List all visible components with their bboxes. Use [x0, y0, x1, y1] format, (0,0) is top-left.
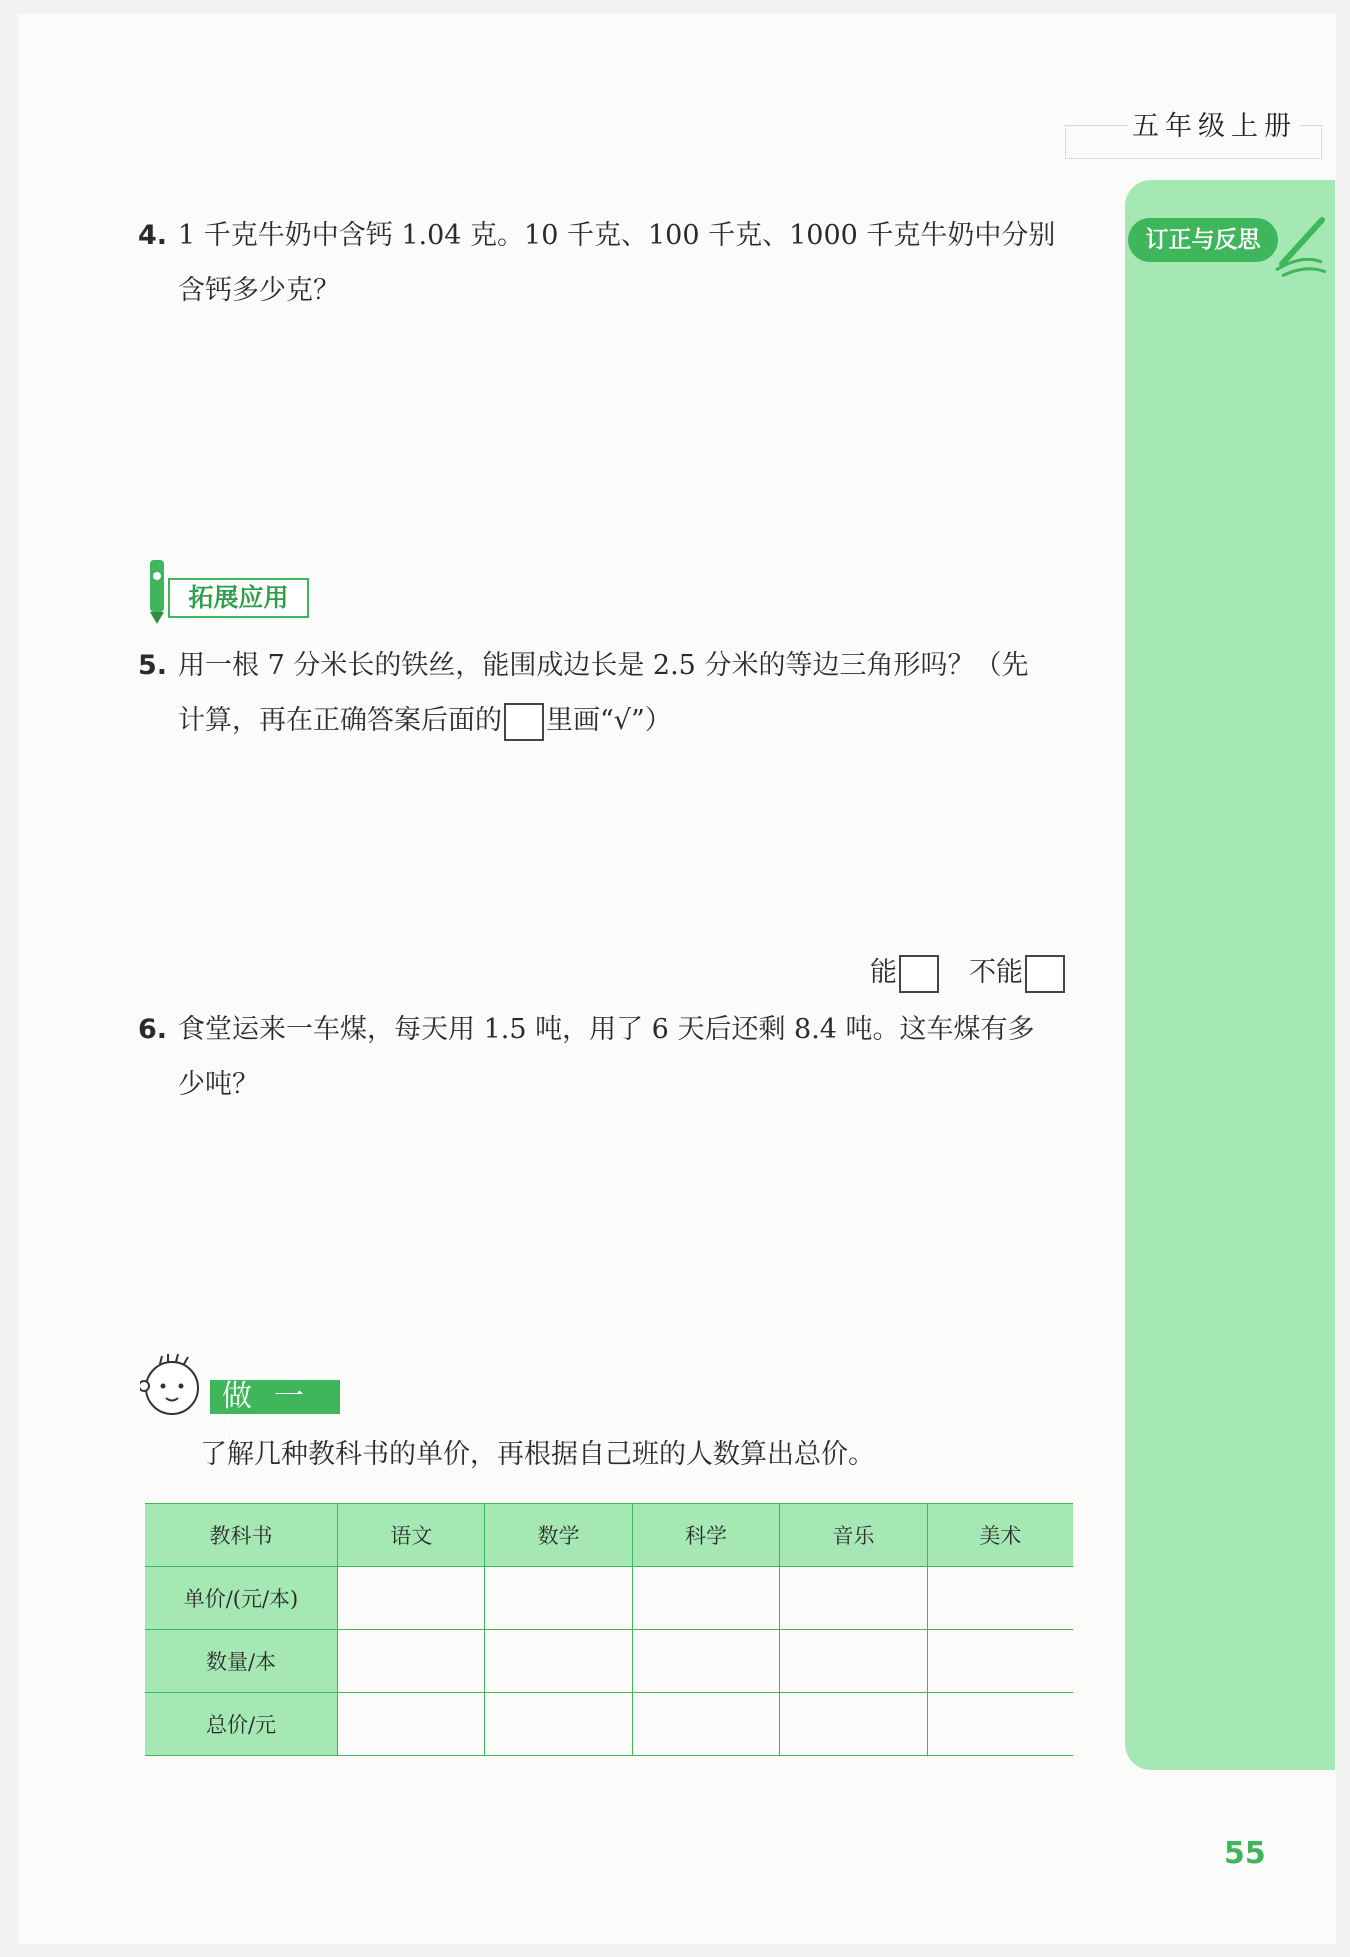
question-number: 4. [138, 220, 168, 251]
table-cell[interactable] [927, 1693, 1073, 1756]
table-header-cell: 音乐 [780, 1504, 927, 1567]
correction-tab: 订正与反思 [1128, 218, 1278, 262]
question-5 [138, 638, 1083, 748]
table-cell[interactable] [780, 1567, 927, 1630]
table-cell[interactable] [780, 1630, 927, 1693]
table-header-cell: 教科书 [145, 1504, 338, 1567]
table-cell[interactable] [485, 1567, 632, 1630]
table-cell[interactable] [927, 1567, 1073, 1630]
correction-panel [1125, 180, 1335, 1770]
table-header-cell: 数学 [485, 1504, 632, 1567]
question-6 [138, 1002, 1083, 1112]
table-cell[interactable] [338, 1630, 485, 1693]
grade-title: 五年级上册 [1128, 104, 1301, 143]
extend-section-header [140, 556, 310, 626]
question-text-cont [138, 693, 1083, 748]
answer-yes-label: 能 [870, 957, 897, 988]
textbook-price-table [145, 1503, 1073, 1756]
child-face-icon [140, 1350, 210, 1420]
answer-no-box[interactable] [1025, 955, 1065, 993]
table-cell[interactable] [632, 1693, 779, 1756]
page-number: 55 [1224, 1836, 1266, 1871]
activity-header [140, 1350, 340, 1448]
activity-instruction: 了解几种教科书的单价，再根据自己班的人数算出总价。 [200, 1439, 875, 1470]
question-text-cont: 少吨？ [178, 1069, 259, 1100]
question-text-part: 计算，再在正确答案后面的 [178, 705, 502, 736]
row-label: 单价/(元/本) [145, 1567, 338, 1630]
activity-label: 做一做 [210, 1380, 340, 1414]
table-cell[interactable] [632, 1630, 779, 1693]
row-label: 总价/元 [145, 1693, 338, 1756]
table-row [145, 1693, 1073, 1756]
table-cell[interactable] [780, 1693, 927, 1756]
table-header-cell: 科学 [632, 1504, 779, 1567]
question-number: 6. [138, 1014, 168, 1045]
question-text: 食堂运来一车煤，每天用 1.5 吨，用了 6 天后还剩 8.4 吨。这车煤有多 [178, 1014, 1035, 1045]
table-cell[interactable] [927, 1630, 1073, 1693]
table-row [145, 1567, 1073, 1630]
table-cell[interactable] [485, 1693, 632, 1756]
pencil-icon [1272, 214, 1332, 284]
table-cell[interactable] [338, 1693, 485, 1756]
question-text-cont: 含钙多少克？ [178, 275, 340, 306]
table-row [145, 1630, 1073, 1693]
answer-yes-box[interactable] [899, 955, 939, 993]
question-text: 1 千克牛奶中含钙 1.04 克。10 千克、100 千克、1000 千克牛奶中分别 [178, 220, 1056, 251]
table-header-cell: 美术 [927, 1504, 1073, 1567]
question-number: 5. [138, 650, 168, 681]
extend-section-label: 拓展应用 [168, 578, 309, 618]
question-text: 用一根 7 分米长的铁丝，能围成边长是 2.5 分米的等边三角形吗？（先 [178, 650, 1029, 681]
answer-box-sample [504, 703, 544, 741]
table-cell[interactable] [338, 1567, 485, 1630]
answer-choices [870, 950, 1065, 993]
question-text-part: 里画“√”） [546, 705, 672, 736]
answer-no-label: 不能 [969, 957, 1023, 988]
table-header-row [145, 1504, 1073, 1567]
table-cell[interactable] [485, 1630, 632, 1693]
table-cell[interactable] [632, 1567, 779, 1630]
question-4 [138, 208, 1083, 318]
table-header-cell: 语文 [338, 1504, 485, 1567]
row-label: 数量/本 [145, 1630, 338, 1693]
